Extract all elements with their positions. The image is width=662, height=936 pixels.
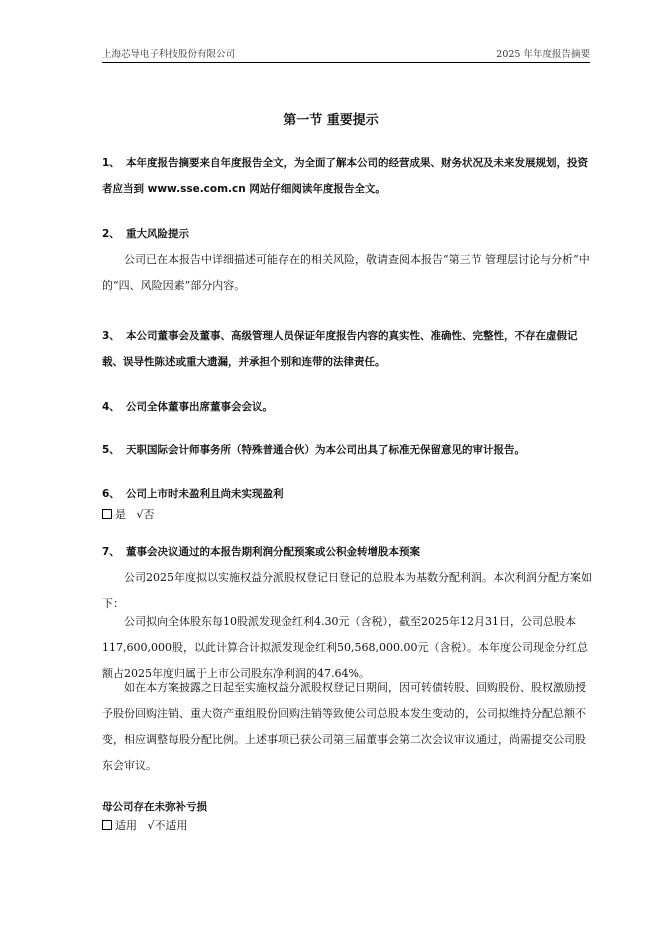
item-7-num: 7、 <box>102 546 120 558</box>
header-report: 2025 年年度报告摘要 <box>496 49 590 60</box>
section-title: 第一节 重要提示 <box>283 113 379 128</box>
item-6-options <box>102 506 592 524</box>
item-5-num: 5、 <box>102 444 120 456</box>
checkmark-icon: √ <box>136 508 144 521</box>
item-3-text: 本公司董事会及董事、高级管理人员保证年度报告内容的真实性、准确性、完整性，不存在虚假记载、误导性陈述或重大遗漏，并承担个别和连带的法律责任。 <box>102 330 578 368</box>
item-1 <box>102 150 592 202</box>
item-7-title: 董事会决议通过的本报告期利润分配预案或公积金转增股本预案 <box>126 546 420 558</box>
item-6-no: 否 <box>143 508 155 521</box>
item-6-yes: 是 <box>115 508 126 521</box>
item-2-text: 公司已在本报告中详细描述可能存在的相关风险，敬请查阅本报告“第三节 管理层讨论与分析”中的“四、风险因素”部分内容。 <box>102 253 590 292</box>
item-6-heading <box>102 481 592 507</box>
header-company: 上海芯导电子科技股份有限公司 <box>102 49 236 60</box>
loss-no: 不适用 <box>154 819 188 832</box>
checkbox-unchecked-icon <box>102 509 112 519</box>
item-3-num: 3、 <box>102 330 120 342</box>
item-7-p3: 如在本方案披露之日起至实施权益分派股权登记日期间，因可转债转股、回购股份、股权激励授予股份回购注销、重大资产重组股份回购注销等致使公司总股本发生变动的，公司拟维持分配总额不变，相应调整每股分配比例。上述事项已获公司第三届董事会第二次会议审议通过，尚需提交公司股东会审议。 <box>102 681 586 772</box>
item-4-num: 4、 <box>102 401 120 413</box>
loss-yes: 适用 <box>115 819 137 832</box>
item-2-num: 2、 <box>102 228 120 240</box>
item-1-num: 1、 <box>102 157 120 169</box>
item-2-title: 重大风险提示 <box>126 228 189 240</box>
item-6-num: 6、 <box>102 488 120 500</box>
item-2-heading <box>102 221 592 247</box>
item-5-text: 天职国际会计师事务所（特殊普通合伙）为本公司出具了标准无保留意见的审计报告。 <box>126 444 525 456</box>
page-header <box>102 46 590 63</box>
checkmark-icon: √ <box>147 819 155 832</box>
item-4-text: 公司全体董事出席董事会会议。 <box>126 401 273 413</box>
checkbox-unchecked-icon <box>102 820 112 830</box>
item-7-p2: 公司拟向全体股东每10股派发现金红利4.30元（含税），截至2025年12月31日，公司总股本117,600,000股，以此计算合计拟派发现金红利50,568,000.00元（含税）。本年度公司现金分红总额占2025年度归属于上市公司股东净利润的47.64%。 <box>102 615 588 680</box>
item-6-title: 公司上市时未盈利且尚未实现盈利 <box>126 488 284 500</box>
item-3 <box>102 323 592 375</box>
item-7-heading <box>102 539 592 565</box>
item-5 <box>102 437 592 463</box>
item-7-p1: 公司2025年度拟以实施权益分派股权登记日登记的总股本为基数分配利润。本次利润分配方案如下： <box>102 571 592 610</box>
loss-options <box>102 817 592 835</box>
item-1-text: 本年度报告摘要来自年度报告全文，为全面了解本公司的经营成果、财务状况及未来发展规划，投资者应当到 www.sse.com.cn 网站仔细阅读年度报告全文。 <box>102 157 588 195</box>
item-4 <box>102 394 592 420</box>
loss-title: 母公司存在未弥补亏损 <box>102 801 207 813</box>
